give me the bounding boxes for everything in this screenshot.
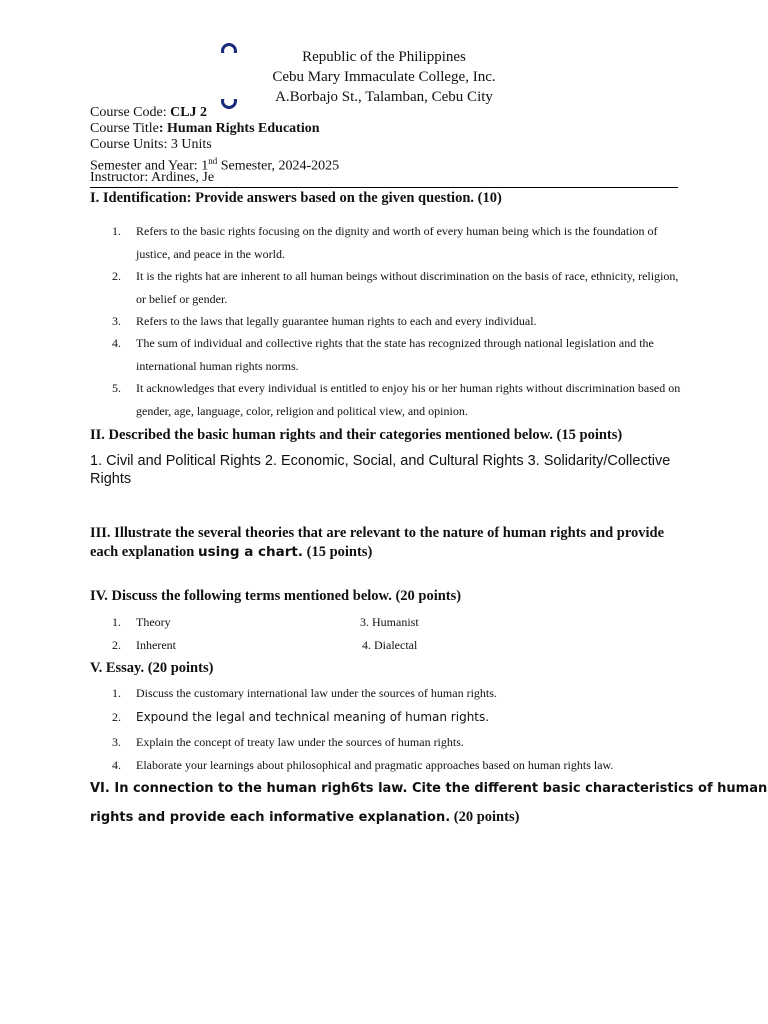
item-number: 2. <box>112 269 121 283</box>
section-6-heading-text: rights and provide each informative explanation. <box>90 810 451 825</box>
instructor: Instructor: Ardines, Je <box>90 170 215 185</box>
section-1-item-1 <box>112 220 682 265</box>
section-3-heading <box>90 524 690 562</box>
term-text: Inherent <box>136 638 176 652</box>
essay-text: Discuss the customary international law under the sources of human rights. <box>136 686 497 700</box>
essay-item-4 <box>112 757 682 773</box>
section-6-heading-line-2 <box>90 808 690 827</box>
term-text: Theory <box>136 615 171 629</box>
section-6-heading-line-1: VI. In connection to the human righ6ts law. Cite the different basic characteristics of human <box>90 781 768 796</box>
item-text: It acknowledges that every individual is entitled to enjoy his or her human rights without discrimination based on gender, age, language, color, religion and political view, and opinion. <box>136 381 681 418</box>
essay-item-2 <box>112 709 682 725</box>
header-republic: Republic of the Philippines <box>302 49 466 65</box>
term-4: 4. Dialectal <box>362 638 418 652</box>
section-1-item-4 <box>112 332 682 377</box>
essay-item-3 <box>112 734 682 750</box>
essay-text: Elaborate your learnings about philosophical and pragmatic approaches based on human rights law. <box>136 758 614 772</box>
section-1-heading: I. Identification: Provide answers based on the given question. (10) <box>90 190 502 206</box>
essay-number: 3. <box>112 735 121 749</box>
essay-text: Expound the legal and technical meaning of human rights. <box>136 710 490 724</box>
item-number: 3. <box>112 314 121 328</box>
section-1-item-3 <box>112 310 682 333</box>
course-title-label: Course Title <box>90 121 159 136</box>
essay-number: 1. <box>112 686 121 700</box>
essay-number: 2. <box>112 710 121 724</box>
section-4-heading: IV. Discuss the following terms mentioned below. (20 points) <box>90 588 462 604</box>
item-text: Refers to the basic rights focusing on the dignity and worth of every human being which is the foundation of justice, and peace in the world. <box>136 224 658 261</box>
item-text: It is the rights hat are inherent to all human beings without discrimination on the basis of race, ethnicity, religion, or belief or gender. <box>136 269 679 306</box>
item-number: 1. <box>112 224 121 238</box>
course-code <box>90 105 207 122</box>
term-number: 2. <box>112 638 121 652</box>
section-1-item-2 <box>112 265 682 310</box>
item-text: The sum of individual and collective rights that the state has recognized through national legislation and the international human rights norms. <box>136 336 654 373</box>
rights-categories: 1. Civil and Political Rights 2. Economic, Social, and Cultural Rights 3. Solidarity/Collective Rights <box>90 453 671 487</box>
section-1-item-5 <box>112 377 682 422</box>
course-title-value: : Human Rights Education <box>158 121 320 136</box>
term-1 <box>112 614 171 630</box>
course-title <box>90 121 320 138</box>
course-units: Course Units: 3 Units <box>90 137 212 152</box>
section-3-heading-text: III. Illustrate the several theories that are relevant to the nature of human rights and provide each explanation <box>90 525 665 560</box>
item-number: 4. <box>112 336 121 350</box>
term-number: 1. <box>112 615 121 629</box>
header-college: Cebu Mary Immaculate College, Inc. <box>272 69 496 85</box>
essay-text: Explain the concept of treaty law under the sources of human rights. <box>136 735 464 749</box>
semester-suffix: Semester, 2024-2025 <box>217 158 340 174</box>
semester-ordinal: nd <box>208 156 218 166</box>
section-5-heading: V. Essay. (20 points) <box>90 660 214 676</box>
course-code-label: Course Code: <box>90 105 171 120</box>
item-text: Refers to the laws that legally guarantee human rights to each and every individual. <box>136 314 537 328</box>
section-2-heading: II. Described the basic human rights and their categories mentioned below. (15 points) <box>90 427 623 443</box>
header-divider <box>90 187 678 188</box>
semester-prefix: Semester and Year: 1 <box>90 158 209 174</box>
item-number: 5. <box>112 381 121 395</box>
essay-number: 4. <box>112 758 121 772</box>
essay-item-1 <box>112 685 682 701</box>
header-address: A.Borbajo St., Talamban, Cebu City <box>275 89 493 105</box>
term-3: 3. Humanist <box>360 615 419 629</box>
section-3-heading-chart: using a chart. <box>197 544 303 560</box>
section-3-heading-points: (15 points) <box>302 544 373 560</box>
section-6-heading-points: (20 points) <box>450 809 520 825</box>
course-code-value: CLJ 2 <box>170 105 208 120</box>
term-2 <box>112 637 176 653</box>
